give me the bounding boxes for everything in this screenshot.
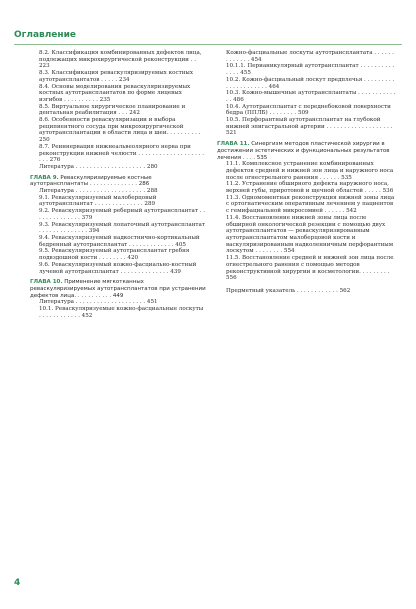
toc-left-column xyxy=(30,50,206,319)
toc-chapter-heading[interactable] xyxy=(217,141,396,161)
toc-entry[interactable]: 10.2. Кожно-фасциальный лоскут предплечья . . . . . . . . . . . . . . . . . . . . . 464 xyxy=(226,76,395,90)
toc-entry[interactable]: Литература . . . . . . . . . . . . . . . . . . . . 288 xyxy=(39,188,158,195)
toc-entry[interactable]: Литература . . . . . . . . . . . . . . . . . . . . 451 xyxy=(39,299,158,306)
toc-entry[interactable]: 9.2. Реваскуляризуемый реберный аутотрансплантат . . . . . . . . . . . . . . 379 xyxy=(39,208,206,221)
toc-entry[interactable]: 8.4. Основы моделирования реваскуляризируемых костных аутотрансплантатов по форме лицевых изгибов . . . . . . . . . . 235 xyxy=(39,83,191,103)
page-number: 4 xyxy=(14,578,21,588)
toc-entry[interactable]: 9.3. Реваскуляризуемый лопаточный аутотрансплантат . . . . . . . . . . . . . . 394 xyxy=(39,221,205,235)
chapter-number: ГЛАВА 9. xyxy=(30,174,59,181)
toc-entry[interactable]: 10.1.1. Перианикулярный аутотрансплантат . . . . . . . . . . . . . . 455 xyxy=(226,63,395,77)
chapter-number: ГЛАВА 11. xyxy=(217,141,250,148)
page-header-title: Оглавление xyxy=(14,30,77,40)
toc-right-column xyxy=(217,50,396,295)
toc-entry[interactable]: 11.3. Одномоментная реконструкция нижней зоны лица с ортогнатическим оперативным лечением у пациентов с гемифациальной микросомией . . . . . . 542 xyxy=(226,194,395,215)
toc-entry[interactable]: 8.5. Виртуальное хирургическое планирование и дентальная реабилитация . . . 242 xyxy=(39,103,186,117)
toc-entry[interactable]: 11.4. Восстановление нижней зоны лица после обширной онкологической резекции с помощью двух аутотрансплантатов — реваскуляризированным аутотрансплантатом малоберцовой кости и васкуляризированным надколенничным перфорантным лоскутом . . . . . . . . 554 xyxy=(226,214,394,255)
toc-entry[interactable]: Кожно-фасциальные лоскуты аутотрансплантата . . . . . . . . . . . . . 454 xyxy=(226,50,394,63)
toc-entry[interactable]: 8.3. Классификация реваскуляризируемых костных аутотрансплантатов . . . . . 234 xyxy=(39,70,194,83)
chapter-number: ГЛАВА 10. xyxy=(30,279,63,286)
toc-entry[interactable]: 11.2. Устранение обширного дефекта наружного носа, верхней губы, приротовой и щечной областей . . . . . 536 xyxy=(226,181,394,195)
toc-entry[interactable]: 8.6. Особенности реваскуляризации и выбора реципиентного сосуда при микрохирургической аутотрансплантации в области лица и шеи. . . . . . . . . . 250 xyxy=(39,117,201,144)
toc-entry[interactable]: 10.3. Кожно-мышечные аутотрансплантаты . . . . . . . . . . . . . 486 xyxy=(226,90,396,103)
toc-entry[interactable]: Литература . . . . . . . . . . . . . . . . . . . . 280 xyxy=(39,163,158,170)
toc-entry[interactable]: 11.5. Восстановление средней и нижней зон лица после огнестрельного ранения с помощью методов реконструктивной хирургии и косметологии. . . . . . . . . 556 xyxy=(226,255,394,282)
toc-entry[interactable]: 8.2. Классификация комбинированных дефектов лица, подлежащих микрохирургической реконструкции . . 223 xyxy=(39,50,202,70)
toc-entry[interactable]: 10.1. Реваскуляризуемые кожно-фасциальные лоскуты . . . . . . . . . . . . 452 xyxy=(39,306,204,319)
toc-entry[interactable]: 10.4. Аутотрансплантат с переднебоковой поверхности бедра (ППЛБ) . . . . . . . . 509 xyxy=(226,103,391,117)
toc-entry[interactable]: 9.5. Реваскуляризуемый аутотрансплантат гребня подвздошной кости . . . . . . . . 420 xyxy=(39,248,190,262)
chapter-title: Синергизм методов пластической хирургии в достижении эстетических и функциональных результатов лечения . . . . 535 xyxy=(217,141,390,161)
toc-chapter-heading[interactable] xyxy=(30,279,206,299)
toc-entry[interactable]: Предметный указатель . . . . . . . . . . . . 562 xyxy=(226,287,351,294)
chapter-title: Реваскуляризируемые костные аутотрансплантаты . . . . . . . . . . . . . . 286 xyxy=(30,174,152,188)
toc-entry[interactable]: 8.7. Реиннервация нижнеальвеолярного нерва при реконструкции нижней челюсти . . . . . . . . . . . . . . . . . . . . . . 276 xyxy=(39,143,205,164)
toc-entry[interactable]: 10.5. Перфорантный аутотрансплантат на глубокой нижней эпигастральной артерии . . . . . . . . . . . . . . . . . . . 521 xyxy=(226,117,393,137)
toc-entry[interactable]: 9.1. Реваскуляризуемый малоберцовый аутотрансплантат . . . . . . . . . . . . . . 289 xyxy=(39,194,157,208)
toc-entry[interactable]: 9.4. Реваскуляризуемый надкостнично-кортикальный бедренный аутотрансплантат . . . . . . . . . . . . . 405 xyxy=(39,234,200,248)
chapter-title: Применение мягкотканных реваскуляризируемых аутотрансплантатов при устранении дефектов лица. . . . . . . . . . . 449 xyxy=(30,279,206,299)
header-divider xyxy=(14,44,402,45)
toc-entry[interactable]: 11.1. Комплексное устранение комбинированных дефектов средней и нижней зон лица и наружного носа после огнестрельного ранения . . . . . . 535 xyxy=(226,161,394,181)
toc-chapter-heading[interactable] xyxy=(30,175,206,188)
toc-entry[interactable]: 9.6. Реваскуляризуемый кожно-фасциально-костный лучевой аутотрансплантат . . . . . . . . . . . . . . 439 xyxy=(39,261,197,275)
